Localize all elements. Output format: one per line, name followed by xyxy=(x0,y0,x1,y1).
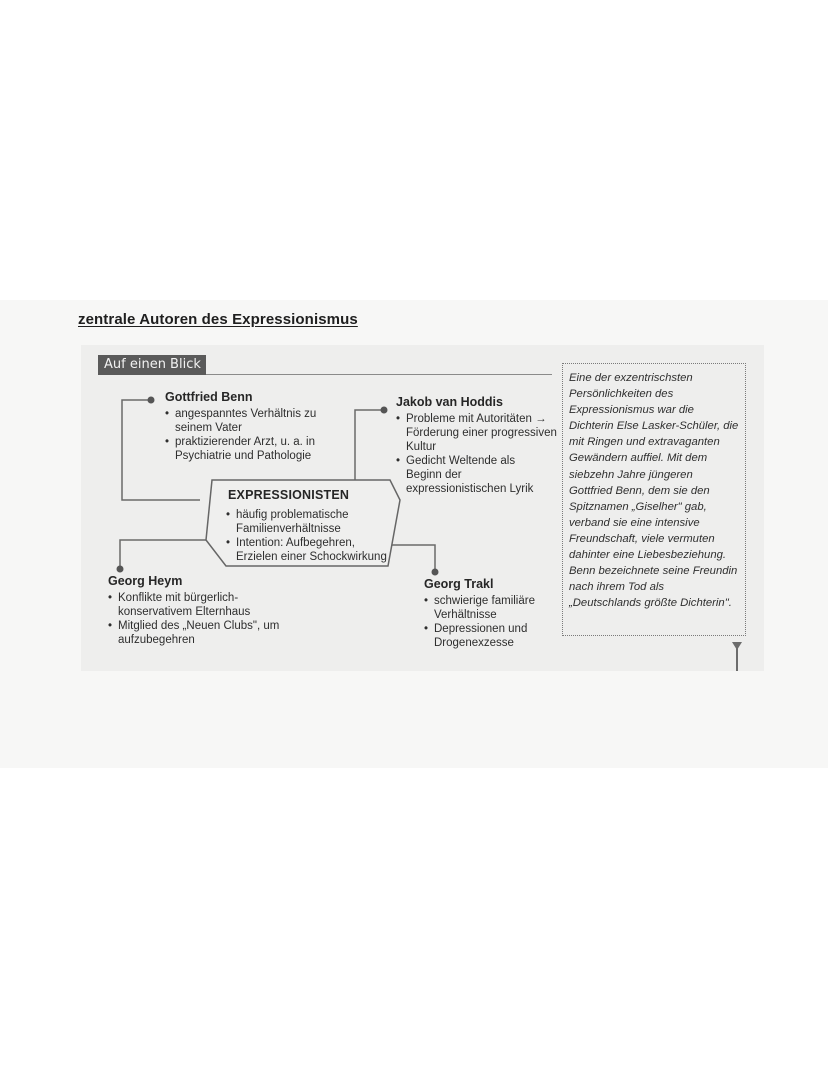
list-item: • häufig problematische Familienverhältnisse xyxy=(226,508,376,536)
connector-trakl xyxy=(390,545,435,571)
node-dot-heym xyxy=(117,566,124,573)
list-item: • schwierige familiäre Verhältnisse xyxy=(424,594,559,622)
list-item: • Konflikte mit bürgerlich-konservativem Elternhaus xyxy=(108,591,278,619)
node-dot-hoddis xyxy=(381,407,388,414)
list-item: • praktizierender Arzt, u. a. in Psychiatrie und Pathologie xyxy=(165,435,345,463)
author-benn xyxy=(165,389,355,463)
arrow-stem xyxy=(736,648,738,671)
author-name: Gottfried Benn xyxy=(165,390,253,404)
author-name: Georg Trakl xyxy=(424,577,494,591)
author-heym xyxy=(108,573,308,647)
author-name: Georg Heym xyxy=(108,574,183,588)
list-item: • angespanntes Verhältnis zu seinem Vater xyxy=(165,407,335,435)
center-title: EXPRESSIONISTEN xyxy=(228,488,350,502)
list-item: • Depressionen und Drogenexzesse xyxy=(424,622,554,650)
author-name: Jakob van Hoddis xyxy=(396,395,503,409)
aside-lasker-schueler: Eine der exzentrischsten Persönlichkeiten des Expressionismus war die Dichterin Else Lasker-Schüler, die mit Ringen und extravaganten Gewändern auffiel. Mit dem siebzehn Jahre jüngeren Gottfried Benn, dem sie den Spitznamen „Giselher" gab, verband sie eine intensive Freundschaft, viele vermuten dahinter eine Liebesbeziehung. Benn bezeichnete seine Freundin nach ihrem Tod als „Deutschlands größte Dichterin". xyxy=(562,363,746,636)
at-a-glance-badge: Auf einen Blick xyxy=(98,355,206,375)
list-item: • Intention: Aufbegehren, Erzielen einer Schockwirkung xyxy=(226,536,396,564)
node-dot-benn xyxy=(148,397,155,404)
list-item: • Probleme mit Autoritäten → Förderung einer progressiven Kultur xyxy=(396,412,558,454)
list-item: • Mitglied des „Neuen Clubs", um aufzubegehren xyxy=(108,619,303,647)
author-trakl xyxy=(424,576,554,650)
author-hoddis xyxy=(396,394,556,496)
node-dot-trakl xyxy=(432,569,439,576)
center-bullets xyxy=(226,508,391,564)
connector-hoddis xyxy=(355,410,382,480)
page-heading: zentrale Autoren des Expressionismus xyxy=(78,311,358,328)
list-item: • Gedicht Weltende als Beginn der expressionistischen Lyrik xyxy=(396,454,541,496)
